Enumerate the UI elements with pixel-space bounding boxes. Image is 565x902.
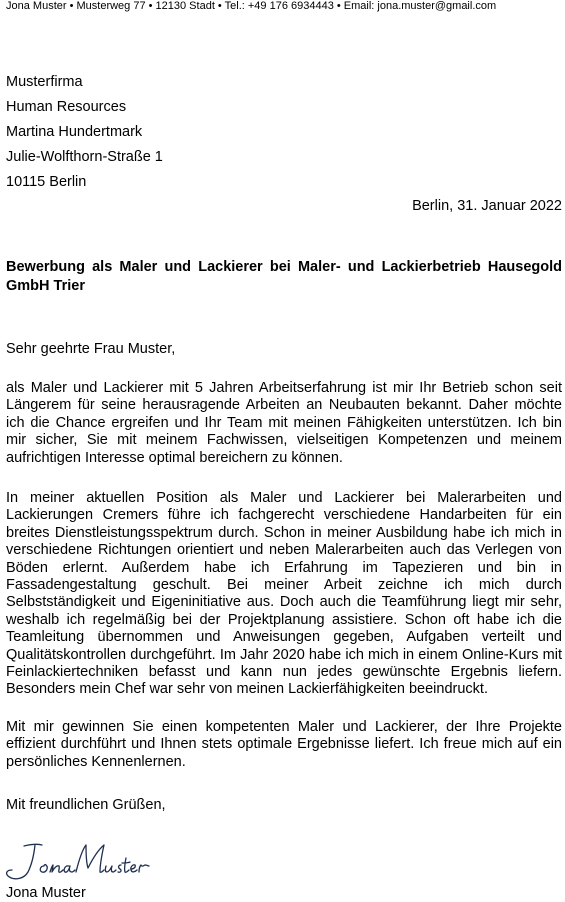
closing-phrase: Mit freundlichen Grüßen, [6,797,166,813]
recipient-city: 10115 Berlin [6,174,87,190]
signature-strokes [7,844,149,878]
recipient-department: Human Resources [6,99,127,115]
body-paragraph: Mit mir gewinnen Sie einen kompetenten Maler und Lackierer, der Ihre Projekte effizient durchführt und Ihnen stets optimale Ergebnisse liefert. Ich freue mich auf ein persönliches Kennenlernen. [6,719,562,770]
salutation: Sehr geehrte Frau Muster, [6,341,176,357]
sender-header: Jona Muster • Musterweg 77 • 12130 Stadt • Tel.: +49 176 6934443 • Email: jona.muster@gmail.com [6,0,497,12]
subject-line: Bewerbung als Maler und Lackierer bei Maler- und Lackierbetrieb Hausegold GmbH Trier [6,259,562,294]
signer-name: Jona Muster [6,885,86,901]
recipient-company: Musterfirma [6,74,83,90]
handwritten-signature [2,836,152,884]
recipient-address [6,70,163,195]
recipient-street: Julie-Wolfthorn-Straße 1 [6,149,163,165]
letter-date: Berlin, 31. Januar 2022 [412,198,562,214]
body-paragraph: In meiner aktuellen Position als Maler und Lackierer bei Malerarbeiten und Lackierungen Cremers führe ich fachgerecht verschiedene Handarbeiten für ein breites Dienstleistungsspektrum durch. Schon in meiner Ausbildung habe ich mich in verschiedene Richtungen orientiert und neben Malerarbeiten auch das Verlegen von Böden erlernt. Außerdem habe ich Erfahrung im Tapezieren und bin in Fassadengestaltung geschult. Bei meiner Arbeit zeichne ich mich durch Selbstständigkeit und Eigeninitiative aus. Doch auch die Teamführung liegt mir sehr, weshalb ich regelmäßig bei der Projektplanung assistiere. Schon oft habe ich die Teamleitung übernommen und Anweisungen gegeben, Aufgaben verteilt und Qualitätskontrollen durchgeführt. Im Jahr 2020 habe ich mich in einem Online-Kurs mit Feinlackiertechniken befasst und kann nun jedes gewünschte Ergebnis liefern. Besonders mein Chef war sehr von meinen Lackierfähigkeiten beeindruckt. [6,490,562,698]
body-paragraph: als Maler und Lackierer mit 5 Jahren Arbeitserfahrung ist mir Ihr Betrieb schon seit Längerem für seine herausragende Arbeiten an Neubauten bekannt. Daher möchte ich die Chance ergreifen und Ihr Team mit meinen Fähigkeiten unterstützen. Ich bin mir sicher, Sie mit meinem Fachwissen, vielseitigen Kompetenzen und meinem aufrichtigen Interesse optimal bereichern zu können. [6,380,562,466]
recipient-contact: Martina Hundertmark [6,124,143,140]
